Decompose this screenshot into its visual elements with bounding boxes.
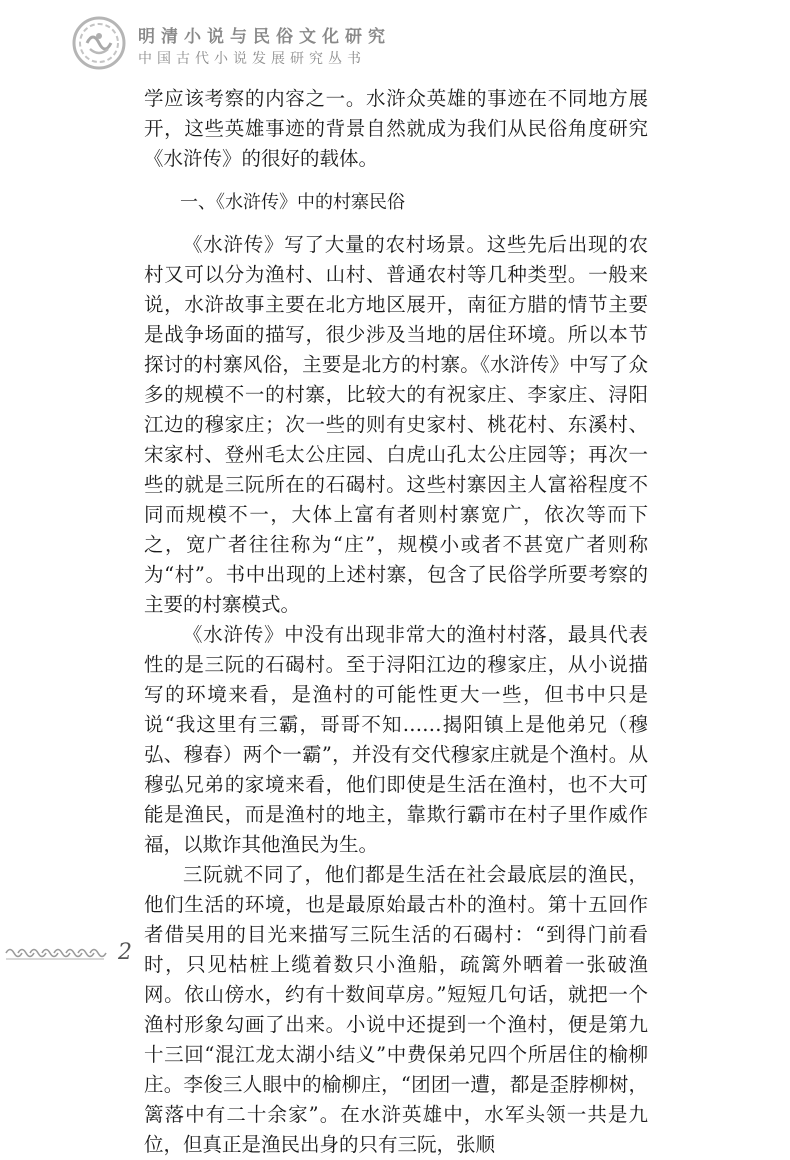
body-paragraph-2: 《水浒传》中没有出现非常大的渔村村落，最具代表性的是三阮的石碣村。至于浔阳江边的穆家庄，从小说描写的环境来看，是渔村的可能性更大一些，但书中只是说“我这里有三霸，哥哥不知……揭阳镇上是他弟兄（穆弘、穆春）两个一霸”，并没有交代穆家庄就是个渔村。从穆弘兄弟的家境来看，他们即使是生活在渔村，也不大可能是渔民，而是渔村的地主，靠欺行霸市在村子里作威作福，以欺诈其他渔民为生。 — [144, 623, 648, 856]
body-paragraph-1: 《水浒传》写了大量的农村场景。这些先后出现的农村又可以分为渔村、山村、普通农村等几种类型。一般来说，水浒故事主要在北方地区展开，南征方腊的情节主要是战争场面的描写，很少涉及当地的居住环境。所以本节探讨的村寨风俗，主要是北方的村寨。《水浒传》中写了众多的规模不一的村寨，比较大的有祝家庄、李家庄、浔阳江边的穆家庄；次一些的则有史家村、桃花村、东溪村、宋家村、登州毛太公庄园、白虎山孔太公庄园等；再次一些的就是三阮所在的石碣村。这些村寨因主人富裕程度不同而规模不一，大体上富有者则村寨宽广，依次等而下之，宽广者往往称为“庄”，规模小或者不甚宽广者则称为“村”。书中出现的上述村寨，包含了民俗学所要考察的主要的村寨模式。 — [144, 233, 648, 616]
series-title: 明清小说与民俗文化研究 — [138, 27, 391, 47]
page-footer — [0, 940, 200, 970]
page-body — [144, 84, 648, 1160]
section-heading: 一、《水浒传》中的村寨民俗 — [180, 192, 405, 213]
series-subtitle: 中国古代小说发展研究丛书 — [138, 51, 366, 67]
circular-seal-emblem-icon — [72, 16, 126, 70]
running-header — [72, 16, 472, 70]
body-paragraph-3: 三阮就不同了，他们都是生活在社会最底层的渔民，他们生活的环境，也是最原始最古朴的渔村。第十五回作者借吴用的目光来描写三阮生活的石碣村：“到得门前看时，只见枯桩上缆着数只小渔船，疏篱外晒着一张破渔网。依山傍水，约有十数间草房。”短短几句话，就把一个渔村形象勾画了出来。小说中还提到一个渔村，便是第九十三回“混江龙太湖小结义”中费保弟兄四个所居住的榆柳庄。李俊三人眼中的榆柳庄，“团团一遭，都是歪脖柳树，篱落中有二十余家”。在水浒英雄中，水军头领一共是九位，但真正是渔民出身的只有三阮，张顺 — [144, 863, 648, 1156]
continuation-paragraph: 学应该考察的内容之一。水浒众英雄的事迹在不同地方展开，这些英雄事迹的背景自然就成为我们从民俗角度研究《水浒传》的很好的载体。 — [144, 87, 648, 170]
decorative-border-icon — [4, 944, 108, 962]
page-number: 2 — [118, 940, 132, 965]
